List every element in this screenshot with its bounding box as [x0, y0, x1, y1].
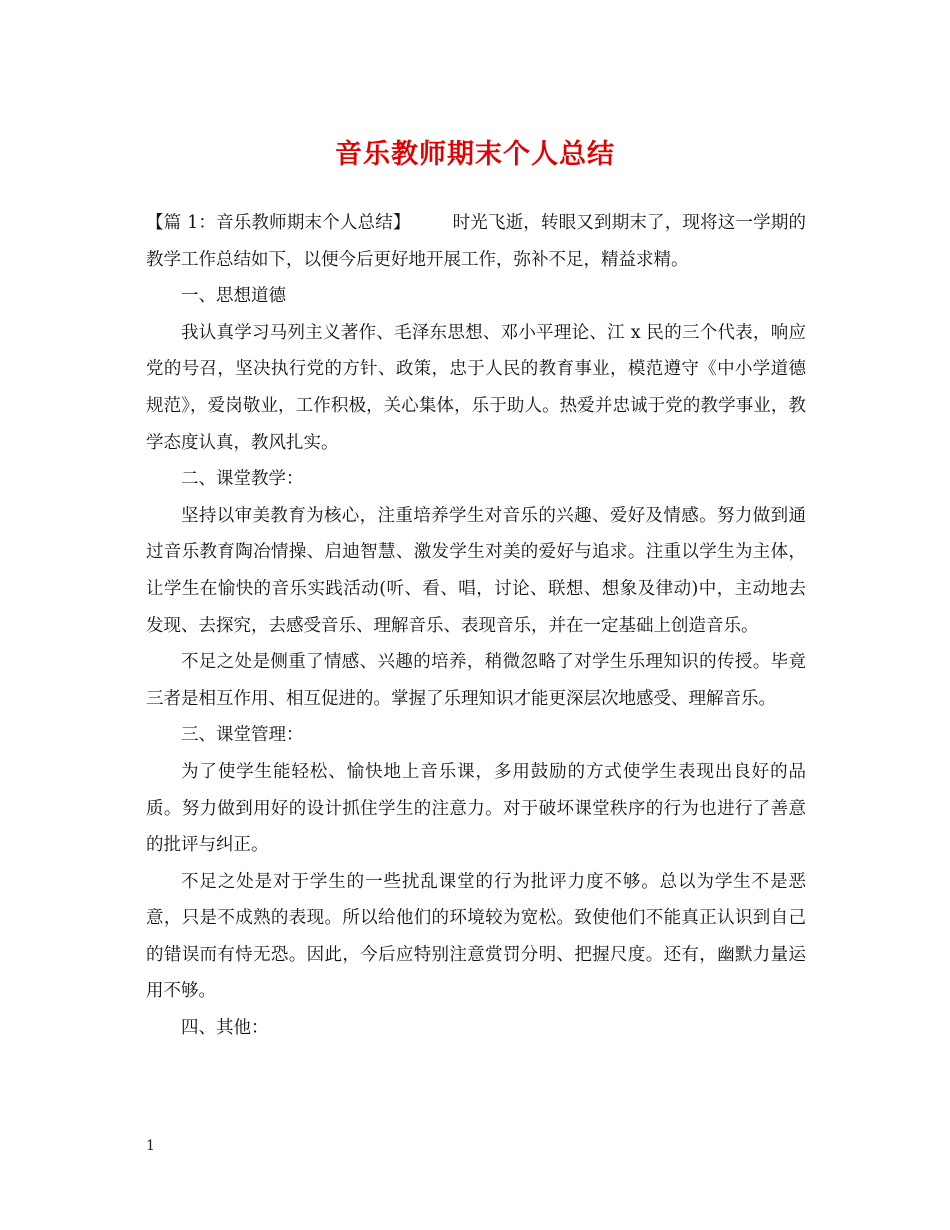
- section-heading-1: 一、思想道德: [181, 286, 286, 307]
- page-number: 1: [146, 1138, 155, 1154]
- section-heading-4: 四、其他：: [181, 1018, 269, 1039]
- paragraph-4: 为了使学生能轻松、愉快地上音乐课，多用鼓励的方式使学生表现出良好的品质。努力做到用好的设计抓住学生的注意力。对于破坏课堂秩序的行为也进行了善意的批评与纠正。: [146, 761, 806, 856]
- lead-label: 【篇 1：音乐教师期末个人总结】: [146, 213, 411, 233]
- document-body: [146, 205, 806, 1047]
- document-title: 音乐教师期末个人总结: [335, 139, 615, 170]
- section-heading-3: 三、课堂管理：: [181, 725, 304, 746]
- lead-paragraph: [146, 205, 806, 278]
- paragraph-5: 不足之处是对于学生的一些扰乱课堂的行为批评力度不够。总以为学生不是恶意，只是不成熟的表现。所以给他们的环境较为宽松。致使他们不能真正认识到自己的错误而有恃无恐。因此，今后应特别注意赏罚分明、把握尺度。还有，幽默力量运用不够。: [146, 871, 806, 1002]
- paragraph-3: 不足之处是侧重了情感、兴趣的培养，稍微忽略了对学生乐理知识的传授。毕竟三者是相互作用、相互促进的。掌握了乐理知识才能更深层次地感受、理解音乐。: [146, 652, 806, 709]
- section-heading-2: 二、课堂教学：: [181, 469, 304, 490]
- paragraph-1: 我认真学习马列主义著作、毛泽东思想、邓小平理论、江 x 民的三个代表，响应党的号召，坚决执行党的方针、政策，忠于人民的教育事业，模范遵守《中小学道德规范》，爱岗敬业，工作积极，关心集体，乐于助人。热爱并忠诚于党的教学事业，教学态度认真，教风扎实。: [146, 322, 806, 453]
- paragraph-2: 坚持以审美教育为核心，注重培养学生对音乐的兴趣、爱好及情感。努力做到通过音乐教育陶冶情操、启迪智慧、激发学生对美的爱好与追求。注重以学生为主体，让学生在愉快的音乐实践活动(听、看、唱，讨论、联想、想象及律动)中，主动地去发现、去探究，去感受音乐、理解音乐、表现音乐，并在一定基础上创造音乐。: [146, 505, 806, 636]
- lead-text: 时光飞逝，转眼又到期末了，现将这一学期的教学工作总结如下，以便今后更好地开展工作，弥补不足，精益求精。: [146, 213, 806, 270]
